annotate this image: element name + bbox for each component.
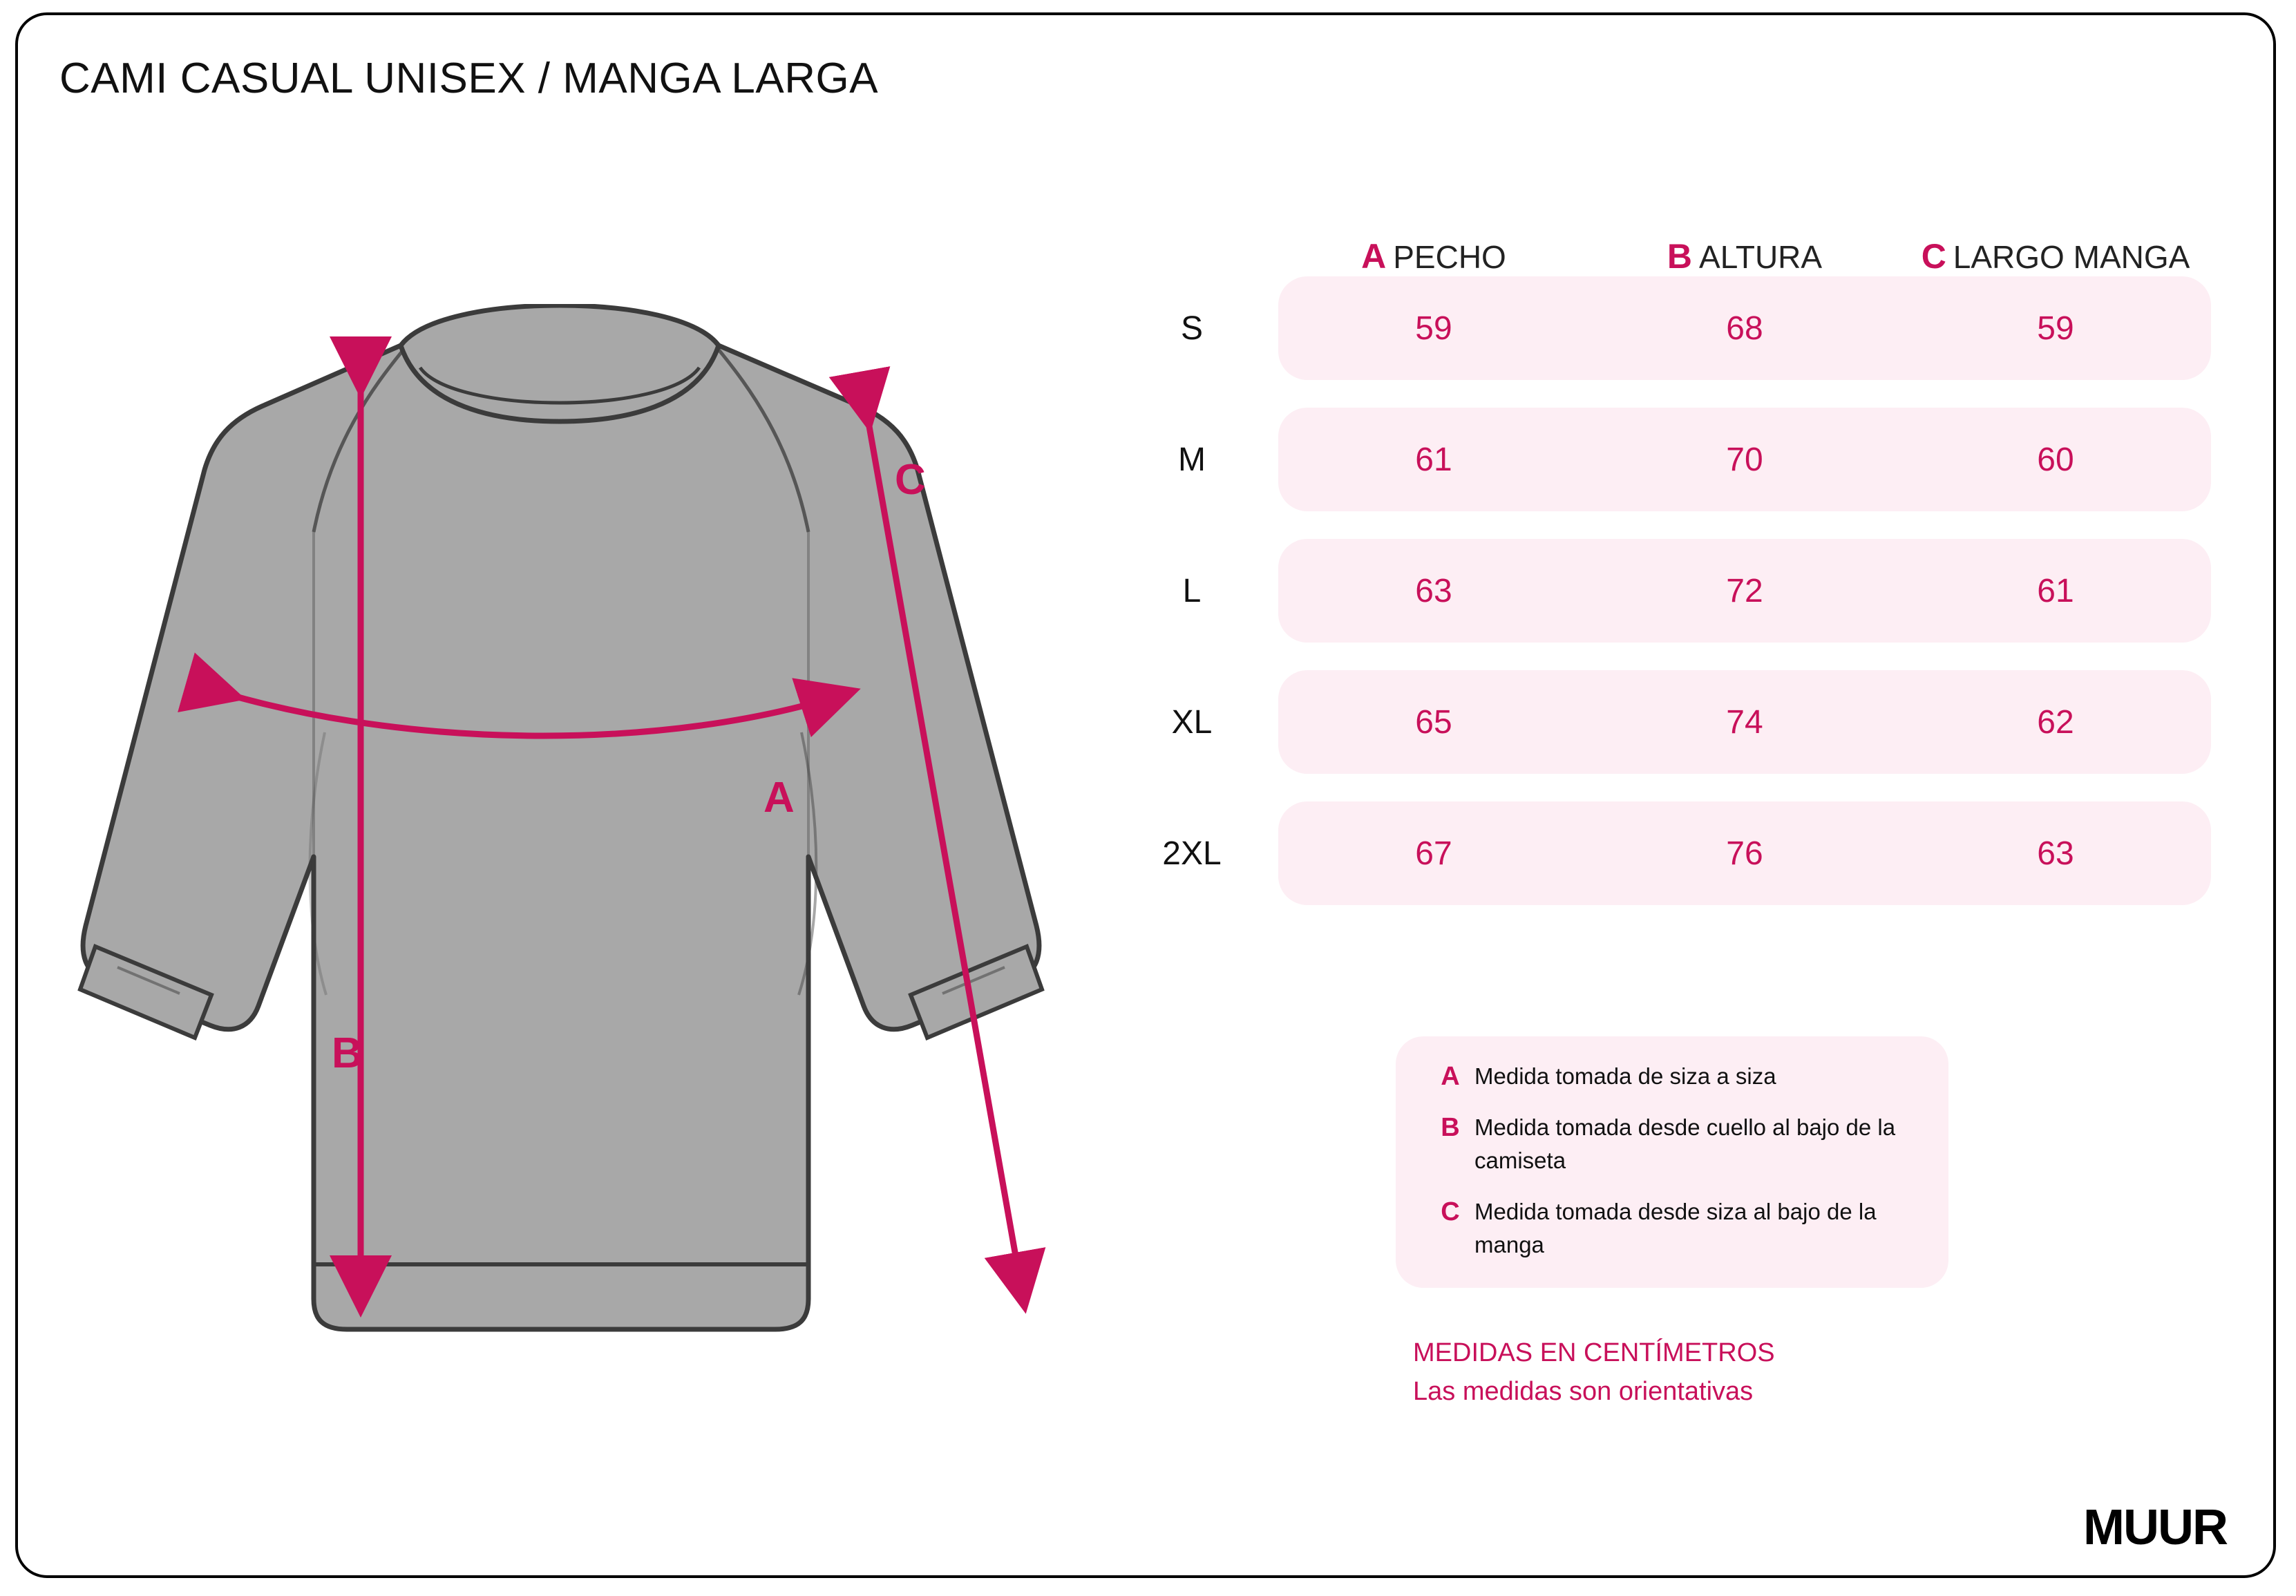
table-row: [1106, 276, 2211, 380]
cell-pecho: 59: [1415, 310, 1452, 347]
header-letter-a: A: [1361, 237, 1387, 276]
header-col-altura: [1589, 236, 1900, 276]
header-letter-c: C: [1921, 237, 1946, 276]
row-values: [1278, 801, 2211, 905]
cell-manga: 59: [2037, 310, 2074, 347]
table-row: [1106, 408, 2211, 511]
cell-pecho: 63: [1415, 572, 1452, 609]
label-a: A: [763, 774, 795, 821]
table-row: [1106, 670, 2211, 774]
legend-letter-c: C: [1441, 1197, 1460, 1226]
cell-pecho: 65: [1415, 703, 1452, 741]
units-note-line1: MEDIDAS EN CENTÍMETROS: [1413, 1338, 1775, 1367]
cell-altura: 74: [1726, 703, 1763, 741]
page-title: CAMI CASUAL UNISEX / MANGA LARGA: [59, 55, 879, 102]
legend-item-a: [1426, 1060, 1918, 1093]
cell-altura: 72: [1726, 572, 1763, 609]
legend-text-a: Medida tomada de siza a siza: [1474, 1063, 1776, 1089]
size-table: [1106, 207, 2211, 933]
cell-manga: 60: [2037, 441, 2074, 478]
row-size-label: M: [1178, 441, 1206, 478]
row-values: [1278, 539, 2211, 643]
cell-altura: 70: [1726, 441, 1763, 478]
table-header-row: [1106, 207, 2211, 276]
legend-letter-b: B: [1441, 1113, 1460, 1142]
cell-manga: 61: [2037, 572, 2074, 609]
row-values: [1278, 408, 2211, 511]
cell-pecho: 67: [1415, 835, 1452, 872]
table-row: [1106, 539, 2211, 643]
header-label-altura: ALTURA: [1699, 239, 1823, 275]
legend-item-c: [1426, 1195, 1918, 1262]
measurement-legend: [1396, 1036, 1948, 1288]
legend-text-b: Medida tomada desde cuello al bajo de la camiseta: [1474, 1114, 1896, 1173]
header-label-pecho: PECHO: [1393, 239, 1506, 275]
garment-illustration: [76, 304, 1154, 1396]
row-size-label: 2XL: [1162, 835, 1222, 872]
cell-manga: 63: [2037, 835, 2074, 872]
header-label-largo-manga: LARGO MANGA: [1953, 239, 2190, 275]
legend-text-c: Medida tomada desde siza al bajo de la manga: [1474, 1199, 1877, 1257]
legend-item-b: [1426, 1111, 1918, 1177]
units-note-line2: Las medidas son orientativas: [1413, 1377, 1754, 1406]
cell-manga: 62: [2037, 703, 2074, 741]
units-note: [1413, 1333, 1775, 1411]
cell-altura: 68: [1726, 310, 1763, 347]
row-values: [1278, 670, 2211, 774]
brand-logo: MUUR: [2083, 1500, 2227, 1555]
header-col-largo-manga: [1900, 236, 2211, 276]
row-values: [1278, 276, 2211, 380]
header-col-pecho: [1278, 236, 1589, 276]
legend-letter-a: A: [1441, 1062, 1460, 1091]
table-row: [1106, 801, 2211, 905]
row-size-label: XL: [1171, 703, 1213, 741]
cell-pecho: 61: [1415, 441, 1452, 478]
label-c: C: [895, 456, 926, 504]
label-b: B: [332, 1029, 363, 1077]
cell-altura: 76: [1726, 835, 1763, 872]
row-size-label: S: [1180, 310, 1203, 347]
row-size-label: L: [1182, 572, 1202, 609]
header-letter-b: B: [1667, 237, 1693, 276]
